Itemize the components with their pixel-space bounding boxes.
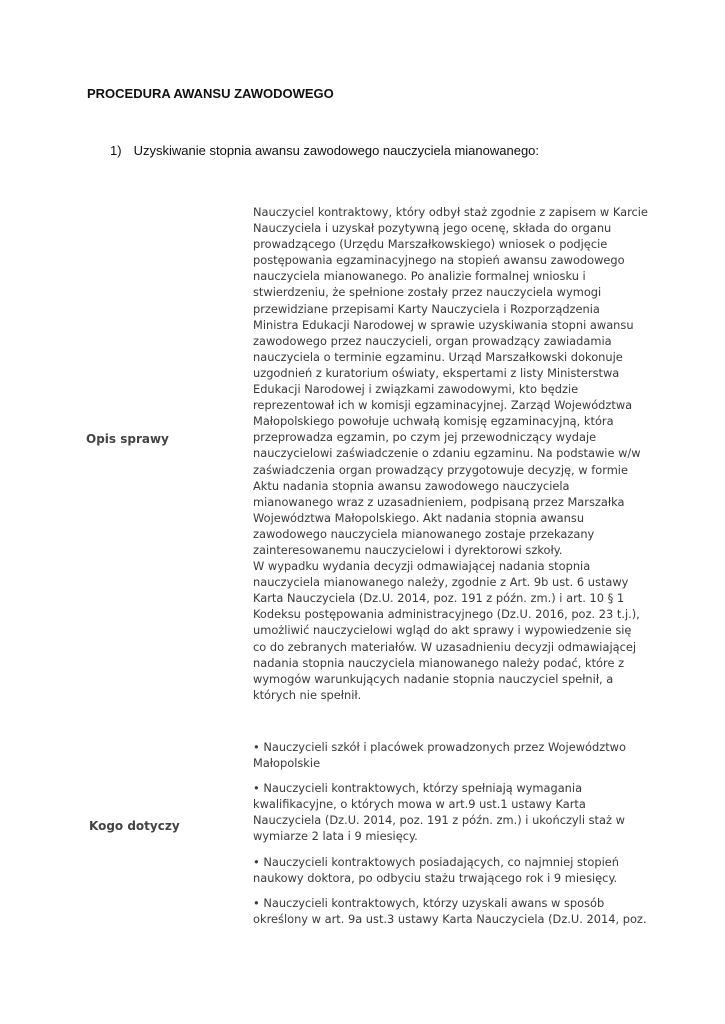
page-title: PROCEDURA AWANSU ZAWODOWEGO	[87, 86, 334, 101]
who-label: Kogo dotyczy	[89, 819, 180, 833]
description-label: Opis sprawy	[86, 432, 169, 446]
list-item: • Nauczycieli kontraktowych, którzy spełniają wymagania kwalifikacyjne, o których mowa w art.9 ust.1 ustawy Karta Nauczyciela (Dz.U. 2014, poz. 191 z późn. zm.) i ukończyli staż w wymiarze 2 lata i 9 miesięcy.	[253, 781, 625, 844]
description-paragraph: Nauczyciel kontraktowy, który odbył staż zgodnie z zapisem w Karcie Nauczyciela i uzyskał pozytywną jego ocenę, składa do organu prowadzącego (Urzędu Marszałkowskiego) wniosek o podjęcie postępowania egzaminacyjnego na stopień awansu zawodowego nauczyciela mianowanego. Po analizie formalnej wniosku i stwierdzeniu, że spełnione zostały przez nauczyciela wymogi przewidziane przepisami Karty Nauczyciela i Rozporządzenia Ministra Edukacji Narodowej w sprawie uzyskiwania stopni awansu zawodowego przez nauczycieli, organ prowadzący zawiadamia nauczyciela o terminie egzaminu. Urząd Marszałkowski dokonuje uzgodnień z kuratorium oświaty, ekspertami z listy Ministerstwa Edukacji Narodowej i związkami zawodowymi, kto będzie reprezentował ich w komisji egzaminacyjnej. Zarząd Województwa Małopolskiego powołuje uchwałą komisję egzaminacyjną, która przeprowadza egzamin, po czym jej przewodniczący wydaje nauczycielowi zaświadczenie o zdaniu egzaminu. Na podstawie w/w zaświadczenia organ prowadzący przygotowuje decyzję, w formie Aktu nadania stopnia awansu zawodowego nauczyciela mianowanego wraz z uzasadnieniem, podpisaną przez Marszałka Województwa Małopolskiego. Akt nadania stopnia awansu zawodowego nauczyciela mianowanego zostaje przekazany zainteresowanemu nauczycielowi i dyrektorowi szkoły.	[253, 205, 648, 557]
section-heading	[110, 143, 539, 158]
description-paragraph: W wypadku wydania decyzji odmawiającej nadania stopnia nauczyciela mianowanego należy, zgodnie z Art. 9b ust. 6 ustawy Karta Nauczyciela (Dz.U. 2014, poz. 191 z późn. zm.) i art. 10 § 1 Kodeksu postępowania administracyjnego (Dz.U. 2016, poz. 23 t.j.), umożliwić nauczycielowi wgląd do akt sprawy i wypowiedzenie się co do zebranych materiałów. W uzasadnieniu decyzji odmawiającej nadania stopnia nauczyciela mianowanego należy podać, które z wymogów warunkujących nadanie stopnia nauczyciel spełnił, a których nie spełnił.	[253, 559, 640, 702]
list-item: • Nauczycieli kontraktowych posiadających, co najmniej stopień naukowy doktora, po odbyciu stażu trwającego rok i 9 miesięcy.	[253, 854, 619, 885]
section-heading-text: Uzyskiwanie stopnia awansu zawodowego nauczyciela mianowanego:	[133, 143, 540, 158]
section-number: 1)	[110, 143, 122, 158]
description-text	[253, 204, 648, 703]
who-list	[253, 739, 648, 936]
list-item: • Nauczycieli kontraktowych, którzy uzyskali awans w sposób określony w art. 9a ust.3 ustawy Karta Nauczyciela (Dz.U. 2014, poz.	[253, 895, 647, 926]
list-item: • Nauczycieli szkół i placówek prowadzonych przez Województwo Małopolskie	[253, 740, 626, 771]
